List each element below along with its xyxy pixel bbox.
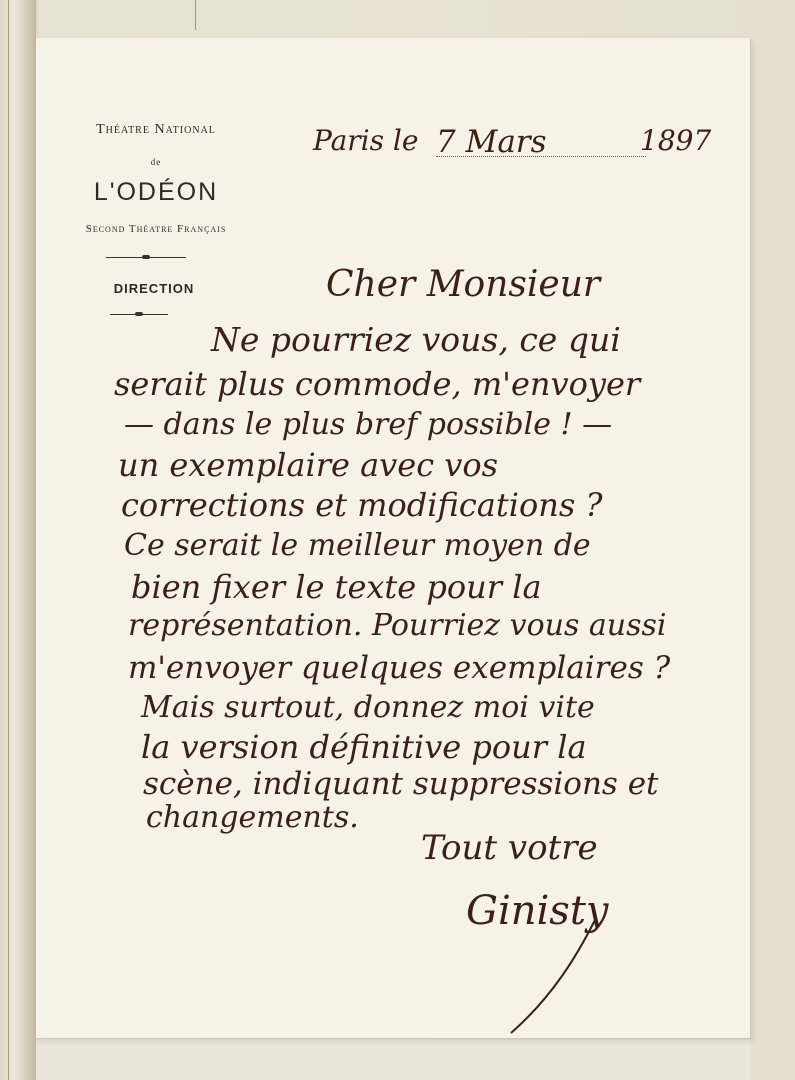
salutation: Cher Monsieur [326, 264, 601, 305]
signature: Ginisty [466, 888, 609, 934]
closing: Tout votre [421, 828, 598, 868]
body-line: serait plus commode, m'envoyer [114, 365, 641, 403]
body-line: bien fixer le texte pour la [131, 568, 542, 606]
letterhead-de: de [150, 157, 162, 167]
body-line: m'envoyer quelques exemplaires ? [128, 650, 671, 686]
body-line: la version définitive pour la [141, 728, 587, 766]
body-line: scène, indiquant suppressions et [143, 766, 659, 802]
body-line: Mais surtout, donnez moi vite [141, 690, 595, 725]
body-line: Ce serait le meilleur moyen de [124, 528, 591, 563]
body-line: corrections et modifications ? [121, 486, 603, 524]
body-line: — dans le plus bref possible ! — [124, 407, 613, 442]
body-line: Ne pourriez vous, ce qui [211, 320, 621, 359]
spine-rule [8, 0, 9, 1080]
clipped-page-edge [195, 0, 236, 30]
letterhead-second-theatre: Second Théatre Français [85, 223, 227, 235]
letterhead-ornament-dot-bottom [135, 312, 143, 316]
binding-spine [0, 0, 36, 1080]
date-year: 1897 [640, 124, 712, 157]
body-line: un exemplaire avec vos [118, 446, 499, 484]
letterhead-odeon: L'ODÉON [93, 178, 219, 206]
date-day-month: 7 Mars [436, 124, 547, 160]
body-line: changements. [146, 800, 359, 835]
letterhead-theatre-national: Théatre National [96, 122, 216, 137]
letter-sheet [36, 38, 750, 1038]
date-place: Paris le [313, 124, 419, 157]
body-line: représentation. Pourriez vous aussi [128, 608, 667, 643]
letterhead-ornament-dot-top [142, 255, 150, 259]
letterhead-direction: DIRECTION [113, 281, 195, 296]
under-sheet [36, 1040, 750, 1080]
